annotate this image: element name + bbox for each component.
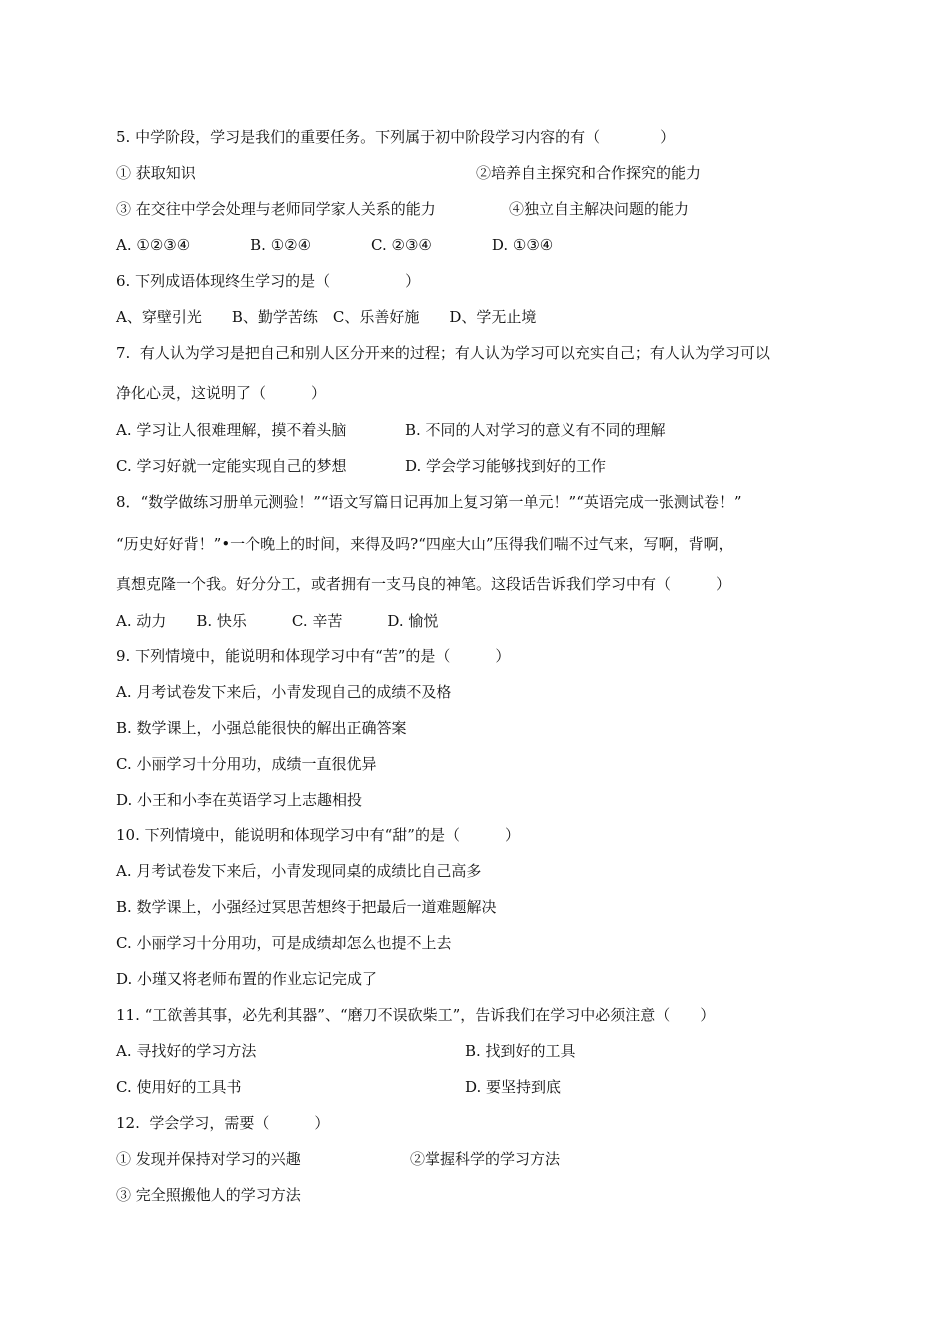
q6-stem: 6. 下列成语体现终生学习的是（ ） (116, 272, 421, 290)
q5-option-1: ① 获取知识 (116, 164, 196, 182)
q5-option-2: ②培养自主探究和合作探究的能力 (476, 164, 702, 182)
q9-option-a: A. 月考试卷发下来后，小青发现自己的成绩不及格 (116, 683, 452, 701)
q11-option-b: B. 找到好的工具 (465, 1042, 576, 1060)
q5-option-3: ③ 在交往中学会处理与老师同学家人关系的能力 (116, 200, 436, 218)
q8-stem-line-3: 真想克隆一个我。好分分工，或者拥有一支马良的神笔。这段话告诉我们学习中有（ ） (116, 575, 732, 593)
q5-option-4: ④独立自主解决问题的能力 (509, 200, 690, 218)
q8-answers: A. 动力 B. 快乐 C. 辛苦 D. 愉悦 (116, 612, 439, 630)
q9-option-b: B. 数学课上，小强总能很快的解出正确答案 (116, 719, 407, 737)
q12-option-1: ① 发现并保持对学习的兴趣 (116, 1150, 301, 1168)
q12-stem: 12. 学会学习，需要（ ） (116, 1114, 330, 1132)
q11-option-c: C. 使用好的工具书 (116, 1078, 242, 1096)
q9-option-c: C. 小丽学习十分用功，成绩一直很优异 (116, 755, 377, 773)
q7-stem-line-1: 7. 有人认为学习是把自己和别人区分开来的过程；有人认为学习可以充实自己；有人认为学习可以 (116, 344, 770, 362)
q5-stem: 5. 中学阶段，学习是我们的重要任务。下列属于初中阶段学习内容的有（ ） (116, 128, 676, 146)
q7-option-d: D. 学会学习能够找到好的工作 (405, 457, 607, 475)
q10-option-d: D. 小瑾又将老师布置的作业忘记完成了 (116, 970, 378, 988)
q10-option-b: B. 数学课上，小强经过冥思苦想终于把最后一道难题解决 (116, 898, 497, 916)
q12-option-2: ②掌握科学的学习方法 (410, 1150, 561, 1168)
q10-option-a: A. 月考试卷发下来后，小青发现同桌的成绩比自己高多 (116, 862, 482, 880)
q7-option-a: A. 学习让人很难理解，摸不着头脑 (116, 421, 347, 439)
q8-stem-line-2: “历史好好背！”•一个晚上的时间，来得及吗?“四座大山”压得我们喘不过气来，写啊，背啊， (116, 535, 734, 553)
q10-option-c: C. 小丽学习十分用功，可是成绩却怎么也提不上去 (116, 934, 452, 952)
q7-option-b: B. 不同的人对学习的意义有不同的理解 (405, 421, 666, 439)
q5-answers: A. ①②③④ B. ①②④ C. ②③④ D. ①③④ (116, 236, 554, 254)
q9-option-d: D. 小王和小李在英语学习上志趣相投 (116, 791, 363, 809)
q6-answers: A、穿壁引光 B、勤学苦练 C、乐善好施 D、学无止境 (116, 308, 537, 326)
q12-option-3: ③ 完全照搬他人的学习方法 (116, 1186, 301, 1204)
q10-stem: 10. 下列情境中，能说明和体现学习中有“甜”的是（ ） (116, 826, 520, 844)
q11-option-a: A. 寻找好的学习方法 (116, 1042, 257, 1060)
q7-option-c: C. 学习好就一定能实现自己的梦想 (116, 457, 347, 475)
q9-stem: 9. 下列情境中，能说明和体现学习中有“苦”的是（ ） (116, 647, 511, 665)
q11-stem: 11. “工欲善其事，必先利其器”、“磨刀不误砍柴工”，告诉我们在学习中必须注意（ ） (116, 1006, 716, 1024)
q8-stem-line-1: 8．“数学做练习册单元测验！”“语文写篇日记再加上复习第一单元！”“英语完成一张测试卷！” (116, 493, 742, 511)
q11-option-d: D. 要坚持到底 (465, 1078, 562, 1096)
q7-stem-line-2: 净化心灵，这说明了（ ） (116, 384, 327, 402)
